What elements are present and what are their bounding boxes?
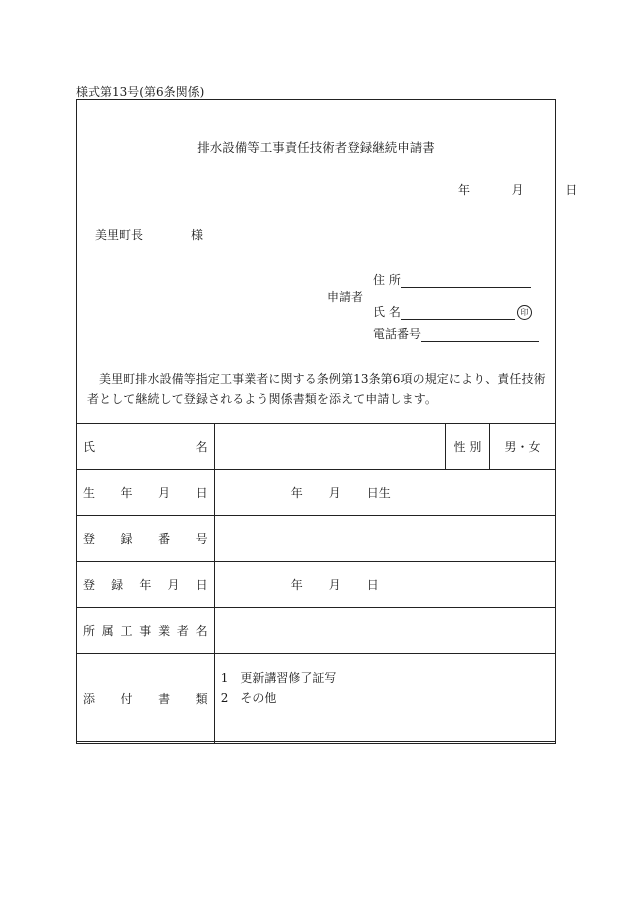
row-birthdate [77, 470, 556, 516]
row-regdate [77, 562, 556, 608]
date-day: 日 [565, 183, 578, 197]
attach-list-cell [214, 654, 555, 744]
address-field [373, 271, 531, 288]
regnum-label-cell: 登 録 番 号 [77, 516, 215, 562]
addressee-honorific: 様 [191, 228, 204, 242]
name-value-cell[interactable] [214, 424, 445, 470]
attachment-item: 1 更新講習修了証写 [220, 671, 337, 685]
row-regnum [77, 516, 556, 562]
birth-value-cell[interactable]: 年 月 日生 [214, 470, 555, 516]
birth-label-cell: 生 年 月 日 [77, 470, 215, 516]
phone-label: 電話番号 [373, 327, 422, 341]
date-year: 年 [458, 183, 471, 197]
regdate-label-cell: 登 録 年 月 日 [77, 562, 215, 608]
date-line [458, 181, 577, 198]
row-name [77, 424, 556, 470]
address-label: 住 所 [373, 273, 401, 287]
gender-value-cell[interactable]: 男・女 [490, 424, 556, 470]
regdate-value-cell[interactable]: 年 月 日 [214, 562, 555, 608]
name-label: 氏 名 [373, 305, 401, 319]
company-label-cell: 所 属 工 事 業 者 名 [77, 608, 215, 654]
application-form [76, 99, 578, 742]
company-value-cell[interactable] [214, 608, 555, 654]
name-line[interactable] [401, 305, 515, 320]
gender-label-cell: 性 別 [445, 424, 489, 470]
statement: 美里町排水設備等指定工事業者に関する条例第13条第6項の規定により、責任技術者として継続して登録されるよう関係書類を添えて申請します。 [87, 372, 546, 406]
row-attachments [77, 654, 556, 744]
attach-label-cell: 添 付 書 類 [77, 654, 215, 744]
form-number: 様式第13号(第6条関係) [76, 85, 205, 99]
regnum-value-cell[interactable] [214, 516, 555, 562]
addressee-name: 美里町長 [95, 228, 144, 242]
applicant-label: 申請者 [327, 290, 364, 304]
row-company [77, 608, 556, 654]
info-table [76, 423, 556, 744]
phone-field [373, 325, 539, 342]
phone-line[interactable] [421, 327, 539, 342]
addressee [95, 226, 203, 243]
seal-mark: 印 [517, 305, 532, 320]
attachment-item: 2 その他 [220, 691, 277, 705]
form-title: 排水設備等工事責任技術者登録継続申請書 [197, 140, 435, 155]
date-month: 月 [511, 183, 524, 197]
name-field [373, 303, 532, 320]
name-label-cell: 氏 名 [77, 424, 215, 470]
address-line[interactable] [401, 273, 531, 288]
